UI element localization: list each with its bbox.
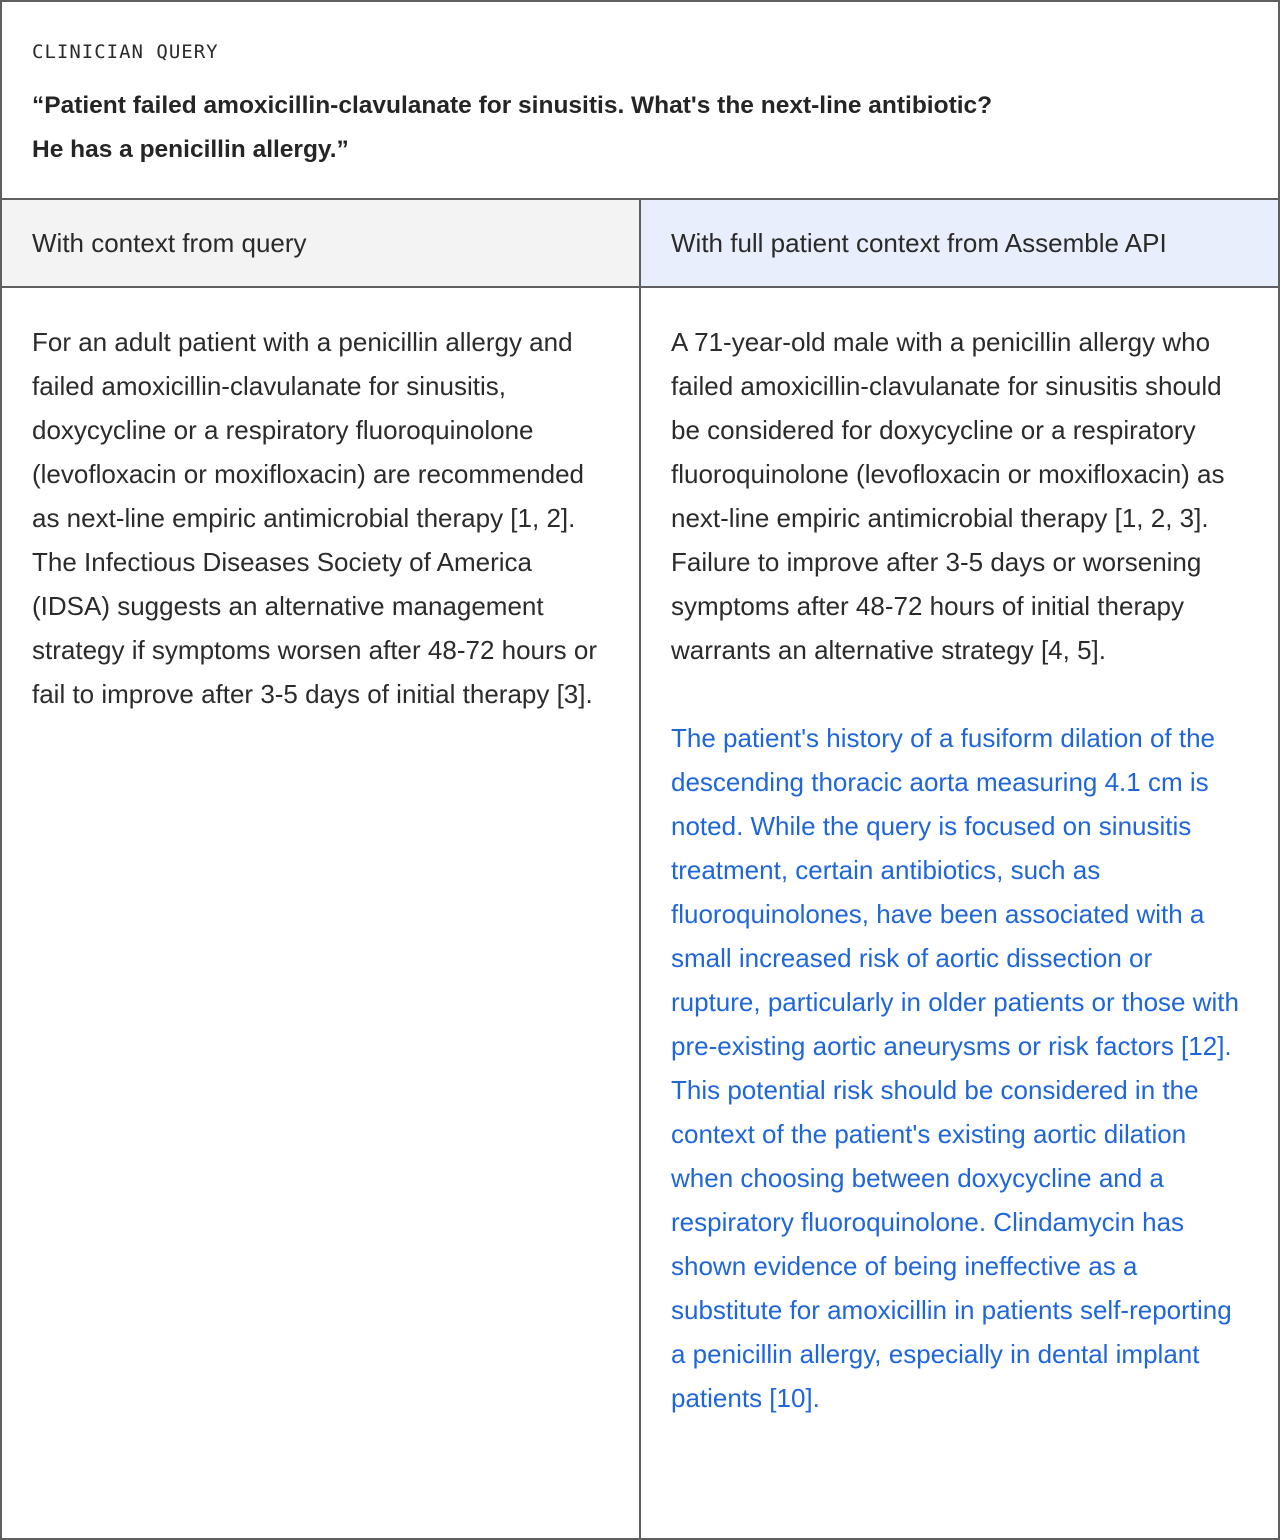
comparison-columns [2,200,1278,1538]
patient-context-answer: A 71-year-old male with a penicillin allergy who failed amoxicillin-clavulanate for sinusitis should be considered for doxycycline or a respiratory fluoroquinolone (levofloxacin or moxifloxacin) as next-line empiric antimicrobial therapy [1, 2, 3]. Failure to improve after 3-5 days or worsening symptoms after 48-72 hours of initial therapy warrants an alternative strategy [4, 5]. [671,327,1225,665]
query-context-answer: For an adult patient with a penicillin allergy and failed amoxicillin-clavulanate for sinusitis, doxycycline or a respiratory fluoroquinolone (levofloxacin or moxifloxacin) are recommended as next-line empiric antimicrobial therapy [1, 2]. The Infectious Diseases Society of America (IDSA) suggests an alternative management strategy if symptoms worsen after 48-72 hours or fail to improve after 3-5 days of initial therapy [3]. [32,327,598,709]
query-label: CLINICIAN QUERY [32,41,219,63]
query-context-header: With context from query [2,200,639,288]
query-line-2: He has a penicillin allergy.” [32,136,349,163]
query-line-1: “Patient failed amoxicillin-clavulanate for sinusitis. What's the next-line antibiotic? [32,92,993,119]
query-text [32,84,1248,172]
query-context-column [2,200,641,1538]
patient-context-body [641,288,1278,1420]
patient-context-header: With full patient context from Assemble API [641,200,1278,288]
patient-context-warning: The patient's history of a fusiform dilation of the descending thoracic aorta measuring 4.1 cm is noted. While the query is focused on sinusitis treatment, certain antibiotics, such as fluoroquinolones, have been associated with a small increased risk of aortic dissection or rupture, particularly in older patients or those with pre-existing aortic aneurysms or risk factors [12]. This potential risk should be considered in the context of the patient's existing aortic dilation when choosing between doxycycline and a respiratory fluoroquinolone. Clindamycin has shown evidence of being ineffective as a substitute for amoxicillin in patients self-reporting a penicillin allergy, especially in dental implant patients [10]. [671,723,1239,1413]
query-context-body [2,288,639,716]
clinician-query-section [2,2,1278,200]
patient-context-column [641,200,1278,1538]
